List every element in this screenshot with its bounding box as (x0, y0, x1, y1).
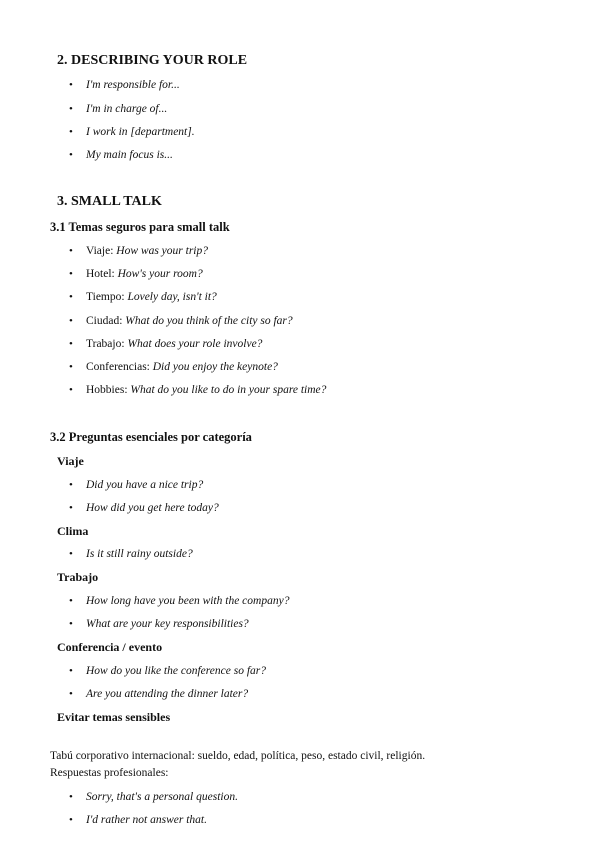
bullet-icon: • (69, 814, 73, 826)
list-item: • Hotel: How's your room? (69, 268, 203, 280)
bullet-icon: • (69, 103, 73, 115)
category-title-evitar: Evitar temas sensibles (57, 710, 171, 724)
list-item: • I'm in charge of... (69, 103, 168, 115)
subsection-3-2-heading: 3.2 Preguntas esenciales por categoría (50, 430, 252, 444)
bullet-icon: • (69, 618, 73, 630)
list-item: • Are you attending the dinner later? (69, 688, 249, 700)
list-item: • Sorry, that's a personal question. (69, 791, 238, 803)
list-item: • What are your key responsibilities? (69, 618, 249, 630)
bullet-icon: • (69, 126, 73, 138)
bullet-icon: • (69, 268, 73, 280)
list-item: • My main focus is... (69, 149, 173, 161)
bullet-icon: • (69, 384, 73, 396)
list-item: • Tiempo: Lovely day, isn't it? (69, 291, 217, 303)
list-item: • Viaje: How was your trip? (69, 245, 208, 257)
bullet-icon: • (69, 291, 73, 303)
section-2-heading: 2. DESCRIBING YOUR ROLE (57, 53, 248, 68)
responses-label: Respuestas profesionales: (50, 767, 169, 779)
category-title-conferencia: Conferencia / evento (57, 640, 163, 654)
bullet-icon: • (69, 338, 73, 350)
list-item: • I work in [department]. (69, 126, 195, 138)
category-title-clima: Clima (57, 524, 89, 538)
list-item: • Ciudad: What do you think of the city so far? (69, 315, 293, 327)
category-title-trabajo: Trabajo (57, 570, 99, 584)
list-item: • I'd rather not answer that. (69, 814, 207, 826)
bullet-icon: • (69, 688, 73, 700)
list-item: • I'm responsible for... (69, 79, 180, 91)
list-item: • Trabajo: What does your role involve? (69, 338, 263, 350)
list-item: • Did you have a nice trip? (69, 479, 204, 491)
bullet-icon: • (69, 149, 73, 161)
bullet-icon: • (69, 791, 73, 803)
bullet-icon: • (69, 361, 73, 373)
list-item: • Hobbies: What do you like to do in your spare time? (69, 384, 327, 396)
list-item: • Conferencias: Did you enjoy the keynote? (69, 361, 278, 373)
bullet-icon: • (69, 595, 73, 607)
bullet-icon: • (69, 315, 73, 327)
bullet-icon: • (69, 548, 73, 560)
taboo-paragraph: Tabú corporativo internacional: sueldo, edad, política, peso, estado civil, religión. (50, 750, 426, 762)
list-item: • How do you like the conference so far? (69, 665, 267, 677)
bullet-icon: • (69, 479, 73, 491)
section-3-heading: 3. SMALL TALK (57, 194, 162, 209)
bullet-icon: • (69, 79, 73, 91)
category-title-viaje: Viaje (57, 454, 84, 468)
list-item: • Is it still rainy outside? (69, 548, 193, 560)
bullet-icon: • (69, 502, 73, 514)
subsection-3-1-heading: 3.1 Temas seguros para small talk (50, 220, 230, 234)
bullet-icon: • (69, 245, 73, 257)
list-item: • How long have you been with the company? (69, 595, 290, 607)
list-item: • How did you get here today? (69, 502, 219, 514)
bullet-icon: • (69, 665, 73, 677)
